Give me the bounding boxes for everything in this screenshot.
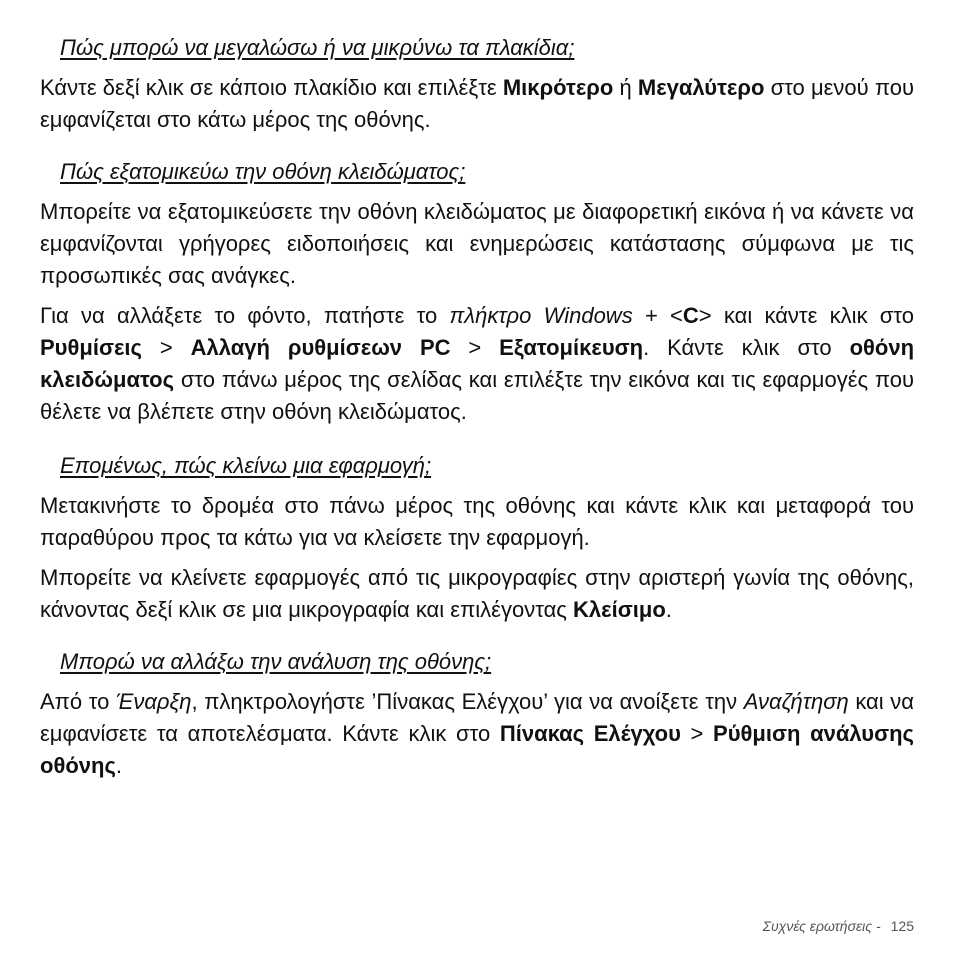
faq-answer-lock-screen-intro: Μπορείτε να εξατομικεύσετε την οθόνη κλειδώματος με διαφορετική εικόνα ή να κάνετε να εμφανίζονται γρήγορες ειδοποιήσεις και ενημερώσεις κατάστασης σύμφωνα με τις προσωπικές σας ανάγκες. bbox=[40, 199, 914, 288]
faq-question-lock-screen: Πώς εξατομικεύω την οθόνη κλειδώματος; bbox=[60, 159, 466, 184]
text-run: . bbox=[665, 597, 672, 622]
text-run: + < bbox=[632, 303, 683, 328]
text-run: στο πάνω μέρος της σελίδας και επιλέξτε την εικόνα και τις εφαρμογές που θέλετε να βλέπετε στην οθόνη κλειδώματος. bbox=[40, 367, 914, 424]
text-run: και να εμφανίσετε τα αποτελέσματα. Κάντε κλικ στο bbox=[40, 689, 914, 746]
bold-term-adjust-resolution: Ρύθμιση ανάλυσης οθόνης bbox=[40, 721, 914, 778]
bold-term-smaller: Μικρότερο bbox=[502, 75, 614, 100]
bold-term-settings: Ρυθμίσεις bbox=[40, 335, 142, 360]
faq-answer-screen-resolution bbox=[40, 686, 914, 782]
text-run: Μπορείτε να κλείνετε εφαρμογές από τις μικρογραφίες στην αριστερή γωνία της οθόνης, κάνοντας δεξί κλικ σε μια μικρογραφία και επιλέγοντας bbox=[40, 565, 914, 622]
faq-answer-lock-screen-steps bbox=[40, 300, 914, 428]
text-run: στο μενού που εμφανίζεται στο κάτω μέρος της οθόνης. bbox=[40, 75, 914, 132]
italic-term-start: Έναρξη bbox=[115, 689, 192, 714]
text-run: > και κάντε κλικ στο bbox=[698, 303, 915, 328]
text-run: ή bbox=[613, 75, 638, 100]
faq-question-resize-tiles: Πώς μπορώ να μεγαλώσω ή να μικρύνω τα πλακίδια; bbox=[60, 35, 575, 60]
bold-term-personalization: Εξατομίκευση bbox=[499, 335, 644, 360]
bold-term-change-pc-settings: Αλλαγή ρυθμίσεων PC bbox=[190, 335, 451, 360]
text-run: > bbox=[142, 335, 191, 360]
footer-section-label: Συχνές ερωτήσεις - bbox=[762, 918, 881, 934]
faq-answer-resize-tiles bbox=[40, 72, 914, 136]
faq-answer-close-app-drag: Μετακινήστε το δρομέα στο πάνω μέρος της οθόνης και κάντε κλικ και μεταφορά του παραθύρου προς τα κάτω για να κλείσετε την εφαρμογή. bbox=[40, 493, 914, 550]
italic-term-windows-key: πλήκτρο Windows bbox=[449, 303, 633, 328]
text-run: . bbox=[115, 753, 123, 778]
bold-term-close: Κλείσιμο bbox=[573, 597, 666, 622]
text-run: , πληκτρολογήστε ’Πίνακας Ελέγχου’ για να ανοίξετε την bbox=[191, 689, 744, 714]
bold-term-control-panel: Πίνακας Ελέγχου bbox=[499, 721, 681, 746]
document-page bbox=[40, 32, 914, 782]
page-footer bbox=[763, 918, 914, 934]
text-run: Για να αλλάξετε το φόντο, πατήστε το bbox=[40, 303, 450, 328]
faq-answer-close-app-thumbnails bbox=[40, 562, 914, 626]
text-run: . Κάντε κλικ στο bbox=[643, 335, 850, 360]
italic-term-search: Αναζήτηση bbox=[743, 689, 849, 714]
bold-term-lock-screen: οθόνη κλειδώματος bbox=[40, 335, 915, 392]
text-run: Κάντε δεξί κλικ σε κάποιο πλακίδιο και επιλέξτε bbox=[40, 75, 503, 100]
page-number: 125 bbox=[890, 918, 914, 934]
text-run: > bbox=[450, 335, 500, 360]
text-run: > bbox=[680, 721, 714, 746]
faq-question-close-app: Επομένως, πώς κλείνω μια εφαρμογή; bbox=[60, 453, 432, 478]
text-run: Από το bbox=[40, 689, 116, 714]
bold-term-c-key: C bbox=[682, 303, 699, 328]
faq-question-screen-resolution: Μπορώ να αλλάξω την ανάλυση της οθόνης; bbox=[60, 649, 492, 674]
bold-term-larger: Μεγαλύτερο bbox=[637, 75, 765, 100]
